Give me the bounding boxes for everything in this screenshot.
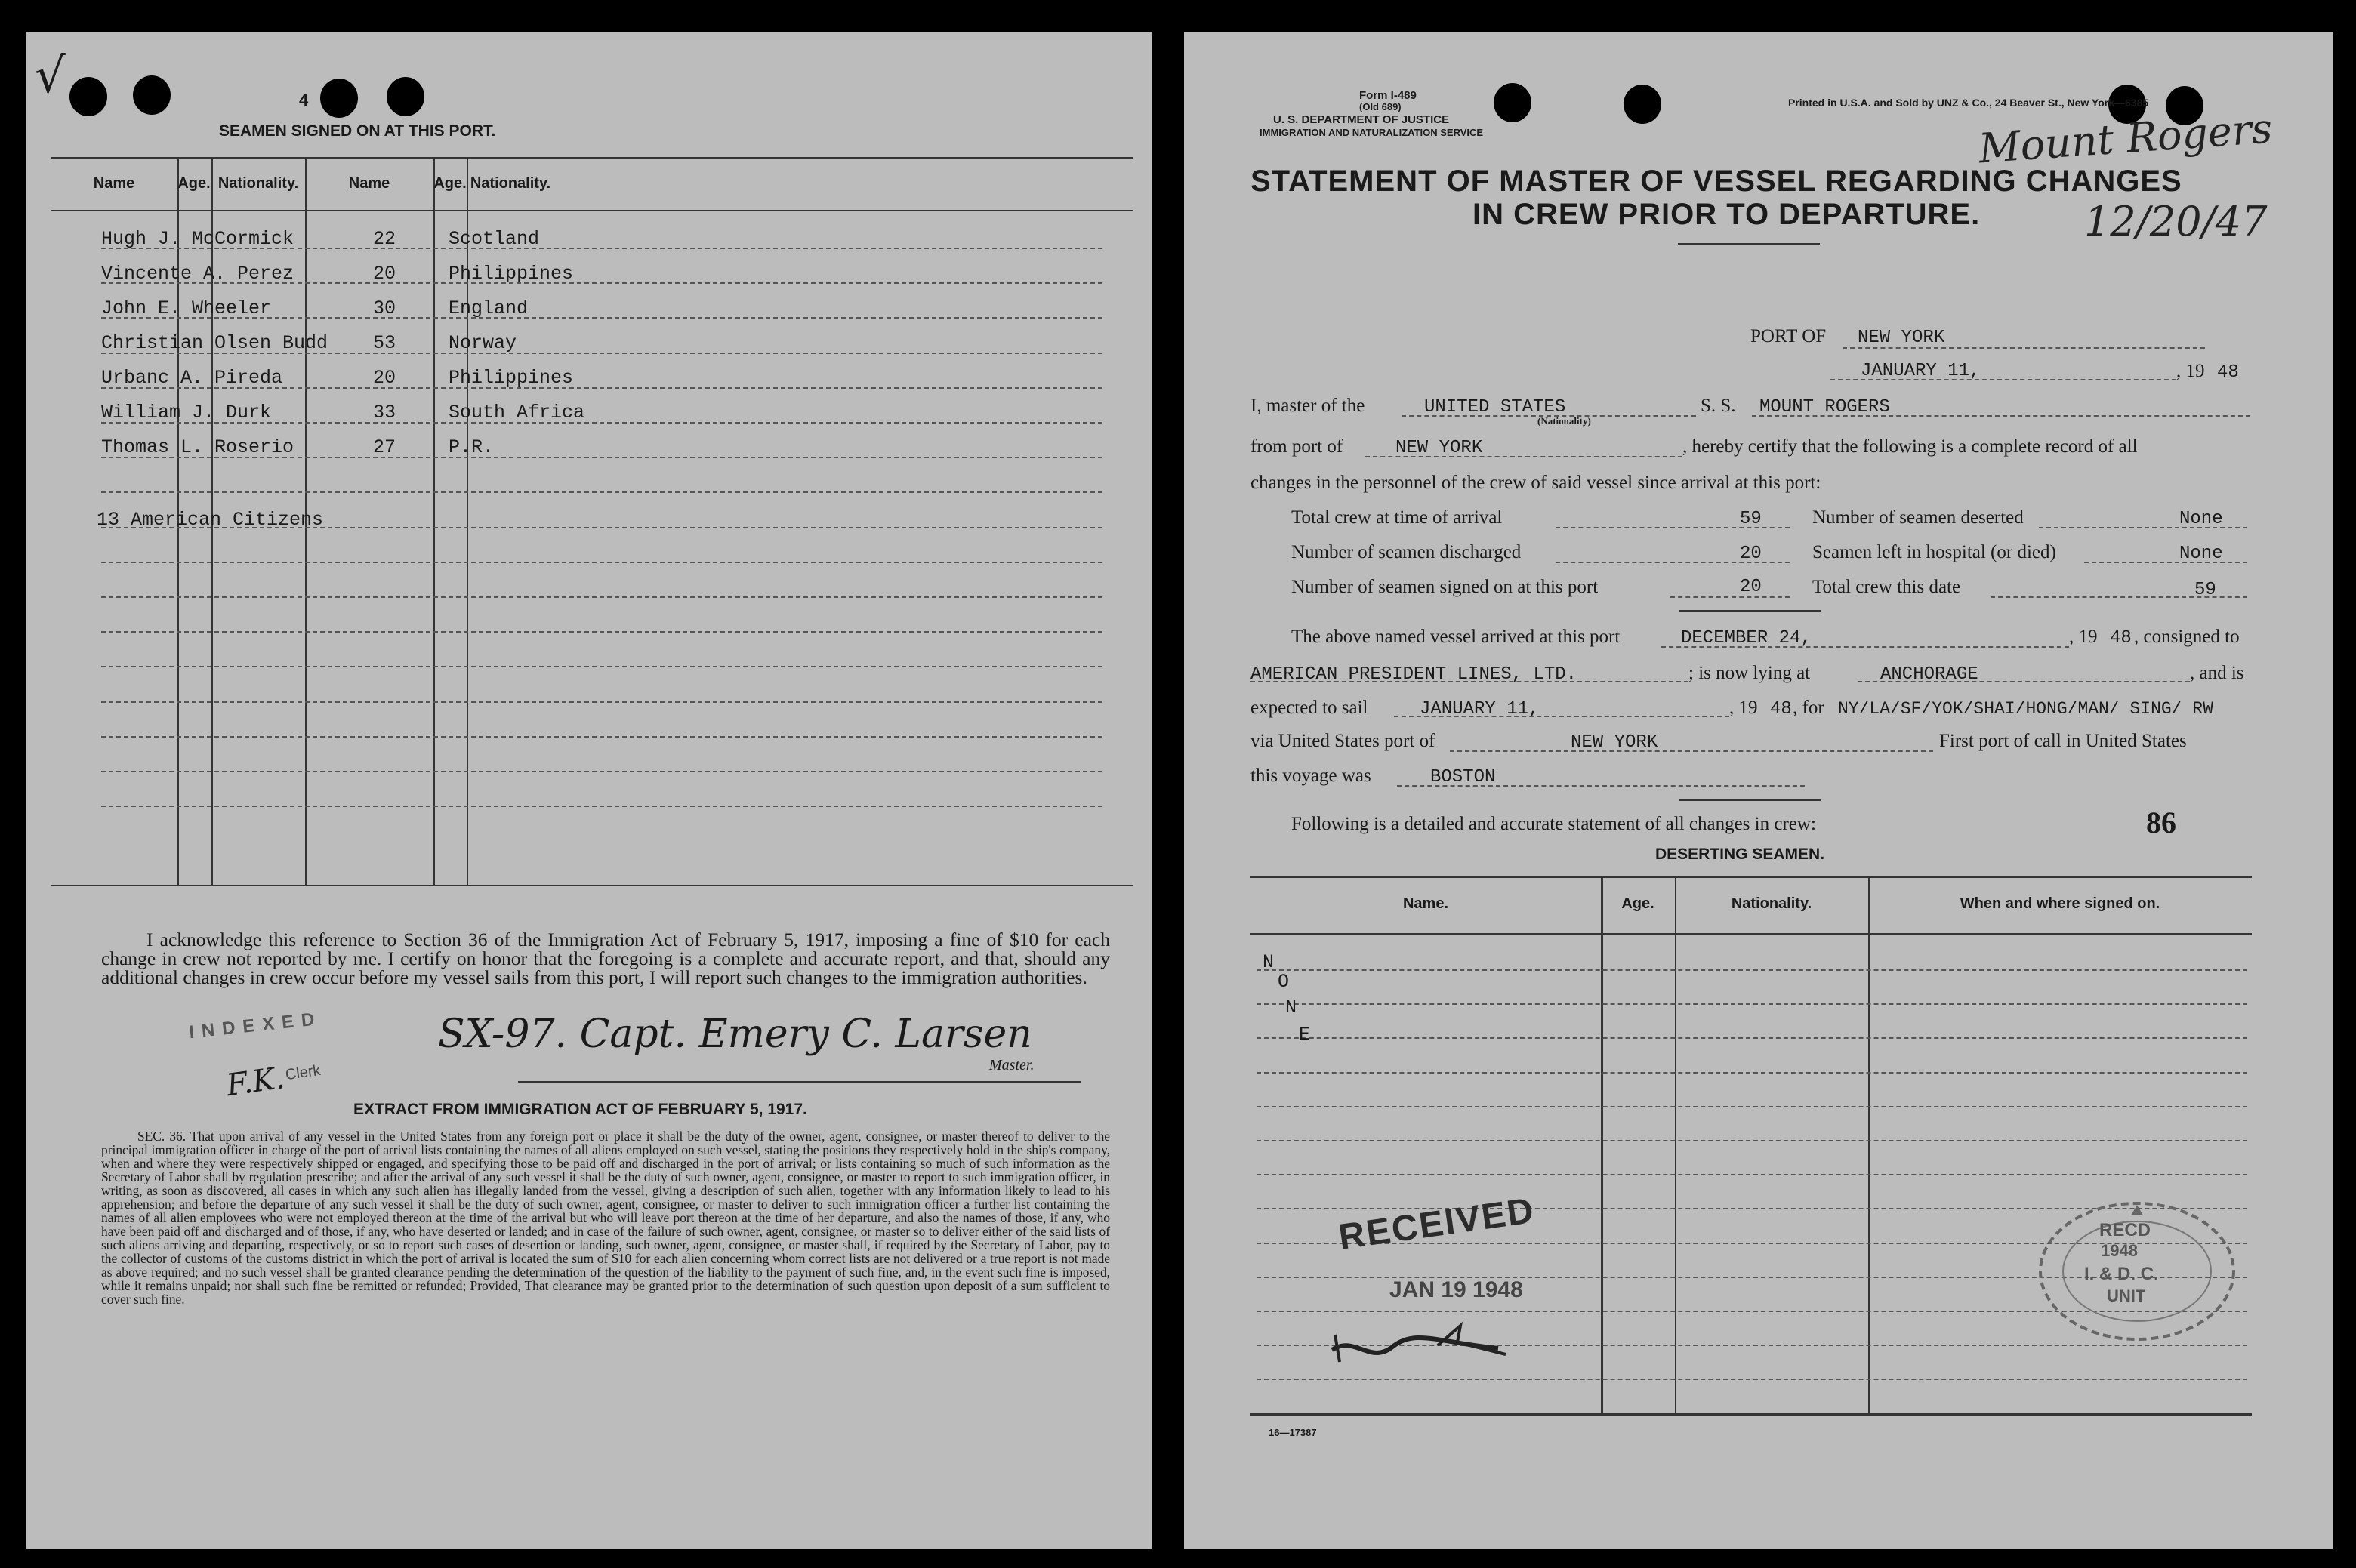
table-row-rule xyxy=(101,736,1102,738)
fill-line xyxy=(1670,596,1790,598)
seaman-nationality: P.R. xyxy=(449,436,495,458)
table-bottom-rule xyxy=(51,885,1133,886)
seaman-nationality: Scotland xyxy=(449,228,540,250)
col-header-name-2: Name xyxy=(348,175,390,192)
clerk-label: Clerk xyxy=(284,1061,322,1084)
voyage-port: BOSTON xyxy=(1430,767,1496,787)
col-divider xyxy=(1601,877,1603,1413)
vessel-nationality: UNITED STATES xyxy=(1424,397,1566,417)
form-title-line-1: STATEMENT OF MASTER OF VESSEL REGARDING CHANGES xyxy=(1250,165,2182,198)
received-stamp-date: JAN 19 1948 xyxy=(1389,1277,1523,1302)
handwritten-date: 12/20/47 xyxy=(2084,198,2268,245)
via-port: NEW YORK xyxy=(1571,732,1658,753)
expected-label: expected to sail xyxy=(1250,698,1368,718)
title-underline xyxy=(1678,243,1820,245)
table-bottom-rule xyxy=(1250,1413,2252,1416)
fill-line xyxy=(1843,347,2205,349)
seaman-name: Thomas L. Roserio xyxy=(101,436,294,458)
expected-date: JANUARY 11, xyxy=(1420,699,1540,719)
circ-stamp-text: 1948 xyxy=(2101,1241,2138,1260)
fill-line xyxy=(1397,785,1805,787)
table-row-rule xyxy=(1257,1174,2247,1175)
col-header-age: Age. xyxy=(1621,895,1654,912)
none-letter: O xyxy=(1278,971,1290,993)
master-signature: SX-97. Capt. Emery C. Larsen xyxy=(438,1012,1032,1057)
american-citizens-note: 13 American Citizens xyxy=(97,509,324,531)
table-top-rule xyxy=(51,157,1133,159)
punch-hole xyxy=(133,75,171,115)
stat-label: Number of seamen signed on at this port xyxy=(1291,577,1599,597)
col-header-nationality: Nationality. xyxy=(1731,895,1812,912)
circ-stamp-text: RECD xyxy=(2099,1220,2151,1240)
stat-value: 20 xyxy=(1740,577,1762,597)
table-header-rule xyxy=(1250,933,2252,935)
table-row-rule xyxy=(101,562,1102,563)
table-row-rule xyxy=(101,491,1102,493)
fill-line xyxy=(2084,562,2247,563)
fill-line xyxy=(1991,596,2247,598)
stat-value: None xyxy=(2179,544,2223,564)
clerk-initials: F.K. xyxy=(224,1060,287,1104)
col-header-when-where: When and where signed on. xyxy=(1960,895,2160,912)
form-number: Form I-489 xyxy=(1359,89,1417,102)
seaman-name: Hugh J. McCormick xyxy=(101,228,294,250)
following-text: Following is a detailed and accurate statement of all changes in crew: xyxy=(1291,814,1816,834)
seaman-name: Christian Olsen Budd xyxy=(101,332,328,354)
fill-line xyxy=(1752,415,2250,417)
signature-scrawl-stamp xyxy=(1324,1320,1551,1368)
lying-at-label: ; is now lying at xyxy=(1688,663,1811,683)
nationality-caption: (Nationality) xyxy=(1537,415,1591,427)
col-divider xyxy=(433,159,435,885)
table-row-rule xyxy=(1257,1003,2247,1005)
table-row-rule xyxy=(101,701,1102,703)
year-prefix: , 19 xyxy=(2176,361,2205,381)
col-divider xyxy=(1868,877,1870,1413)
extract-text: SEC. 36. That upon arrival of any vessel in the United States from any foreign port or place it shall be the duty of the owner, agent, consignee, or master thereof to deliver to the principal immigration officer in charge of the port of arrival lists containing the names of all aliens employed on such vessel, stating the positions they respectively hold in the ship's company, when and where they were respectively shipped or engaged, and specifying those to be paid off and discharged in the port of arrival; or lists containing so much of such information as the Secretary of Labor shall by regulation prescribe; and after the arrival of any such vessel it shall be the duty of such owner, agent, consignee, or master to report to such immigration officer, in writing, as soon as discovered, all cases in which any such alien has illegally landed from the vessel, giving a description of such alien, together with any information likely to lead to his apprehension; and before the departure of any such vessel it shall be the duty of such owner, agent, consignee, or master to deliver to such immigration officer a further list containing the names of all alien employees who were not employed thereon at the time of the arrival but who will leave port thereon at the time of her departure, and also the names of those, if any, who have been paid off and discharged and of those, if any, who have deserted or landed; and in case of the failure of such owner, agent, consignee, or master so to deliver either of the said lists of such aliens arriving and departing, respectively, or so to report such cases of desertion or landing, such owner, agent, consignee, or master shall, if required by the Secretary of Labor, pay to the collector of customs of the customs district in which the port of arrival is located the sum of $10 for each alien concerning whom correct lists are not delivered or a true report is not made as above required; and no such vessel shall be granted clearance pending the determination of the question of the liability to the payment of such fine, and, in the event such fine is imposed, while it remains unpaid; nor shall such fine be remitted or refunded; Provided, That clearance may be granted prior to the determination of such question upon deposit of a sum sufficient to cover such fine. xyxy=(101,1129,1110,1307)
col-header-age: Age. xyxy=(177,175,211,192)
fill-line xyxy=(1556,527,1790,528)
punch-hole xyxy=(1494,83,1531,122)
page-number: 4 xyxy=(299,91,309,109)
arrived-label: The above named vessel arrived at this port xyxy=(1291,627,1621,647)
form-old-number: (Old 689) xyxy=(1359,101,1402,112)
statement-date: JANUARY 11, xyxy=(1861,361,1981,381)
table-row-rule xyxy=(101,666,1102,667)
table-row-rule xyxy=(1257,1072,2247,1074)
seaman-name: Vincente A. Perez xyxy=(101,263,294,285)
punch-hole xyxy=(320,79,358,118)
table-row-rule xyxy=(1257,1106,2247,1107)
table-row-rule xyxy=(101,771,1102,772)
fill-line xyxy=(1250,681,1688,682)
stat-label: Seamen left in hospital (or died) xyxy=(1812,542,2056,562)
fill-line xyxy=(1365,456,1682,457)
fill-line xyxy=(1450,750,1933,752)
checkmark: √ xyxy=(35,48,66,104)
signature-line xyxy=(518,1081,1081,1083)
extract-title: EXTRACT FROM IMMIGRATION ACT OF FEBRUARY 5, 1917. xyxy=(353,1101,807,1118)
stat-label: Total crew at time of arrival xyxy=(1291,507,1503,528)
and-is-label: , and is xyxy=(2190,663,2244,683)
punch-hole xyxy=(69,77,107,116)
table-row-rule xyxy=(101,596,1102,598)
stat-label: Number of seamen deserted xyxy=(1812,507,2024,528)
seaman-name: John E. Wheeler xyxy=(101,297,272,319)
fill-line xyxy=(1394,716,1729,717)
voyage-label: this voyage was xyxy=(1250,766,1371,786)
lying-place: ANCHORAGE xyxy=(1880,664,1978,685)
expected-year: 48 xyxy=(1770,699,1792,719)
fill-line xyxy=(2039,527,2247,528)
stat-value: 59 xyxy=(2194,580,2216,600)
first-call-label: First port of call in United States xyxy=(1939,731,2187,751)
via-label: via United States port of xyxy=(1250,731,1435,751)
acknowledgement-text: I acknowledge this reference to Section 36 of the Immigration Act of February 5, 1917, imposing a fine of $10 for each change in crew not reported by me. I certify on honor that the foregoing is a complete and accurate report, and that, should any additional changes in crew occur before my vessel sails from this port, I will report such changes to the immigration authorities. xyxy=(101,929,1110,988)
seaman-age: 22 xyxy=(373,228,396,250)
none-letter: N xyxy=(1263,951,1275,973)
table-row-rule xyxy=(1257,1379,2247,1380)
stat-value: 59 xyxy=(1740,509,1762,529)
section-rule xyxy=(1679,610,1821,612)
service-name: IMMIGRATION AND NATURALIZATION SERVICE xyxy=(1260,127,1484,138)
consignee: AMERICAN PRESIDENT LINES, LTD. xyxy=(1250,664,1577,685)
handwritten-vessel-name: Mount Rogers xyxy=(1977,104,2274,173)
fill-line xyxy=(1661,646,2069,648)
col-header-nationality-2: Nationality. xyxy=(470,175,551,192)
consigned-label: , consigned to xyxy=(2134,627,2240,647)
arrived-date: DECEMBER 24, xyxy=(1681,628,1812,648)
destinations: NY/LA/SF/YOK/SHAI/HONG/MAN/ SING/ RW xyxy=(1838,699,2213,719)
received-stamp: RECEIVED xyxy=(1336,1191,1537,1258)
seaman-age: 20 xyxy=(373,367,396,389)
punch-hole xyxy=(387,77,424,116)
fill-line xyxy=(1402,415,1696,417)
circ-stamp-text: UNIT xyxy=(2107,1286,2146,1305)
section-title: SEAMEN SIGNED ON AT THIS PORT. xyxy=(219,122,496,140)
fill-line xyxy=(1556,562,1790,563)
from-port-label: from port of xyxy=(1250,436,1343,457)
printer-note: Printed in U.S.A. and Sold by UNZ & Co., 24 Beaver St., New York—6385 xyxy=(1788,97,2149,109)
fill-line xyxy=(1830,379,2176,380)
table-header-rule xyxy=(51,210,1133,211)
col-header-nationality: Nationality. xyxy=(217,175,299,192)
table-row-rule xyxy=(101,806,1102,807)
stat-label: Total crew this date xyxy=(1812,577,1961,597)
section-rule xyxy=(1679,799,1821,801)
statement-year: 48 xyxy=(2217,362,2239,383)
col-divider xyxy=(1675,877,1676,1413)
form-title-line-2: IN CREW PRIOR TO DEPARTURE. xyxy=(1472,198,1981,231)
certify-text: , hereby certify that the following is a complete record of all xyxy=(1682,436,2138,457)
seaman-name: Urbanc A. Pireda xyxy=(101,367,283,389)
indexed-stamp: INDEXED xyxy=(188,1008,323,1043)
stat-label: Number of seamen discharged xyxy=(1291,542,1522,562)
seaman-nationality: Philippines xyxy=(449,263,574,285)
department-name: U. S. DEPARTMENT OF JUSTICE xyxy=(1273,113,1450,126)
arrived-year-prefix: , 19 xyxy=(2069,627,2098,647)
seaman-age: 30 xyxy=(373,297,396,319)
deserting-title: DESERTING SEAMEN. xyxy=(1655,846,1825,863)
page-count: 86 xyxy=(2146,806,2176,839)
col-header-age-2: Age. xyxy=(433,175,467,192)
seaman-age: 53 xyxy=(373,332,396,354)
none-letter: E xyxy=(1299,1024,1311,1046)
col-header-name: Name. xyxy=(1402,895,1449,912)
port-of-value: NEW YORK xyxy=(1858,328,1945,348)
stat-value: 20 xyxy=(1740,544,1762,564)
seaman-age: 27 xyxy=(373,436,396,458)
stat-value: None xyxy=(2179,509,2223,529)
circ-stamp-text: I. & D. C. xyxy=(2084,1264,2159,1284)
expected-year-prefix: , 19 xyxy=(1729,698,1758,718)
vessel-name: MOUNT ROGERS xyxy=(1759,397,1890,417)
seaman-nationality: Norway xyxy=(449,332,517,354)
col-header-name: Name xyxy=(93,175,135,192)
table-top-rule xyxy=(1250,876,2252,878)
changes-text: changes in the personnel of the crew of said vessel since arrival at this port: xyxy=(1250,473,1821,493)
arrived-year: 48 xyxy=(2110,628,2132,648)
punch-hole xyxy=(1624,85,1661,124)
table-row-rule xyxy=(1257,969,2247,971)
master-label: Master. xyxy=(989,1057,1035,1074)
seaman-name: William J. Durk xyxy=(101,402,272,424)
fill-line xyxy=(1858,681,2190,682)
for-label: , for xyxy=(1793,698,1824,718)
none-letter: N xyxy=(1285,997,1297,1018)
seaman-nationality: Philippines xyxy=(449,367,574,389)
seaman-age: 33 xyxy=(373,402,396,424)
ss-label: S. S. xyxy=(1701,396,1736,416)
table-row-rule xyxy=(1257,1140,2247,1141)
seaman-nationality: England xyxy=(449,297,529,319)
table-row-rule xyxy=(1257,1037,2247,1039)
table-row-rule xyxy=(101,631,1102,633)
footer-code: 16—17387 xyxy=(1269,1427,1317,1438)
seaman-age: 20 xyxy=(373,263,396,285)
port-of-label: PORT OF xyxy=(1750,326,1827,347)
master-of-the-label: I, master of the xyxy=(1250,396,1365,416)
left-page xyxy=(26,32,1152,1549)
seaman-nationality: South Africa xyxy=(449,402,585,424)
from-port-value: NEW YORK xyxy=(1395,438,1483,458)
